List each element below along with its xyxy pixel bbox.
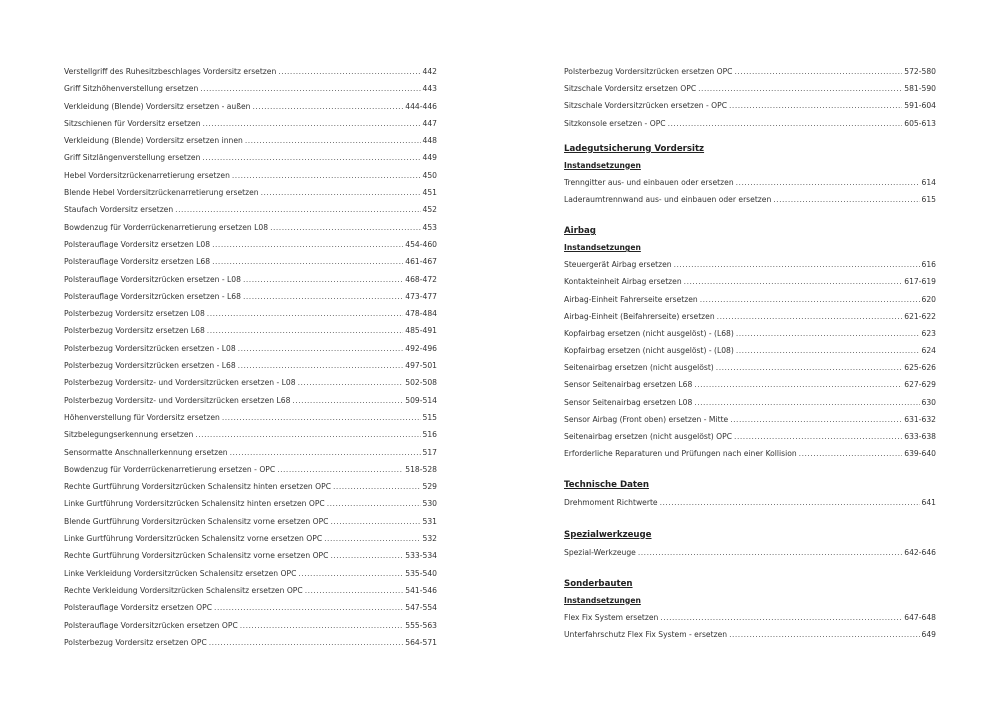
toc-entry-title: Polsterbezug Vordersitzrücken ersetzen - L68 <box>64 361 236 371</box>
toc-right-column <box>564 63 936 643</box>
toc-page-number: 621-622 <box>904 311 936 321</box>
toc-entry-title: Polsterauflage Vordersitz ersetzen OPC <box>64 603 213 613</box>
toc-page-number: 555-563 <box>405 620 437 630</box>
toc-dot-leader <box>200 80 420 97</box>
toc-entry-title: Sitzschienen für Vordersitz ersetzen <box>64 118 201 128</box>
toc-dot-leader <box>333 478 420 495</box>
toc-entry-link[interactable] <box>64 253 437 270</box>
section-subheading: Instandsetzungen <box>564 595 641 605</box>
toc-entry-link[interactable] <box>564 394 936 411</box>
toc-dot-leader <box>717 308 903 325</box>
toc-page-number: 468-472 <box>405 274 437 284</box>
toc-dot-leader <box>212 253 403 270</box>
toc-entry-link[interactable] <box>64 357 437 374</box>
toc-dot-leader <box>202 149 420 166</box>
toc-entry-link[interactable] <box>64 392 437 409</box>
toc-page-number: 572-580 <box>904 67 936 76</box>
toc-entry-link[interactable] <box>64 149 437 166</box>
toc-page-number: 639-640 <box>904 449 936 459</box>
toc-dot-leader <box>175 201 420 218</box>
toc-entry-link[interactable] <box>564 256 936 273</box>
section-airbag <box>564 223 936 462</box>
toc-entry-title: Kopfairbag ersetzen (nicht ausgelöst) - (L08) <box>564 346 734 356</box>
toc-dot-leader <box>668 115 903 132</box>
toc-page-number: 530 <box>422 499 437 509</box>
toc-page-number: 649 <box>921 629 936 639</box>
toc-dot-leader <box>261 184 421 201</box>
toc-page-number: 478-484 <box>405 309 437 319</box>
toc-entry-link[interactable] <box>564 428 936 445</box>
toc-entry-title: Erforderliche Reparaturen und Prüfungen nach einer Kollision <box>564 449 797 459</box>
toc-entry-title: Polsterbezug Vordersitz- und Vordersitzrücken ersetzen L68 <box>64 395 291 405</box>
toc-entry-title: Sitzschale Vordersitzrücken ersetzen - OPC <box>564 101 728 111</box>
toc-page-number: 443 <box>422 84 437 94</box>
toc-dot-leader <box>730 411 902 428</box>
toc-entry-link[interactable] <box>564 97 936 114</box>
toc-entry-title: Bowdenzug für Vorderrückenarretierung ersetzen L08 <box>64 222 269 232</box>
toc-entry-title: Polsterbezug Vordersitzrücken ersetzen OPC <box>564 67 733 76</box>
toc-entry-link[interactable] <box>64 271 437 288</box>
toc-entry-title: Rechte Gurtführung Vordersitzrücken Schalensitz hinten ersetzen OPC <box>64 482 332 492</box>
toc-dot-leader <box>230 444 421 461</box>
toc-entry-link[interactable] <box>64 63 437 80</box>
toc-dot-leader <box>298 374 404 391</box>
toc-entry-title: Verkleidung (Blende) Vordersitz ersetzen innen <box>64 136 243 146</box>
toc-entry-title: Polsterauflage Vordersitzrücken ersetzen OPC <box>64 620 238 630</box>
toc-entry-link[interactable] <box>564 445 936 462</box>
toc-entry-title: Höhenverstellung für Vordersitz ersetzen <box>64 412 220 422</box>
section-heading: Spezialwerkzeuge <box>564 529 652 540</box>
toc-entry-title: Rechte Verkleidung Vordersitzrücken Schalensitz ersetzen OPC <box>64 585 303 595</box>
toc-entry-title: Spezial-Werkzeuge <box>564 547 636 557</box>
toc-entry-link[interactable] <box>64 80 437 97</box>
toc-page-number: 615 <box>921 194 936 204</box>
toc-page-number: 614 <box>921 177 936 187</box>
toc-page-number: 616 <box>921 260 936 270</box>
toc-page-number: 547-554 <box>405 603 437 613</box>
toc-entry-link[interactable] <box>564 115 936 132</box>
toc-dot-leader <box>700 291 920 308</box>
toc-entry-link[interactable] <box>64 340 437 357</box>
toc-page-number: 535-540 <box>405 568 437 578</box>
toc-page-number: 605-613 <box>904 118 936 128</box>
toc-page-number: 461-467 <box>405 257 437 267</box>
toc-entry-title: Sensormatte Anschnallerkennung ersetzen <box>64 447 228 457</box>
toc-entry-title: Kopfairbag ersetzen (nicht ausgelöst) - (L68) <box>564 328 734 338</box>
toc-dot-leader <box>243 271 403 288</box>
toc-dot-leader <box>298 565 403 582</box>
section-ladegutsicherung <box>564 141 936 208</box>
toc-dot-leader <box>232 167 421 184</box>
toc-page-number: 541-546 <box>405 585 437 595</box>
toc-page-number: 617-619 <box>904 277 936 287</box>
toc-entry-link[interactable] <box>564 63 936 80</box>
toc-dot-leader <box>240 617 404 634</box>
toc-entry-title: Polsterbezug Vordersitz ersetzen L08 <box>64 309 205 319</box>
toc-page-number: 581-590 <box>904 84 936 94</box>
toc-page-number: 564-571 <box>405 637 437 647</box>
toc-dot-leader <box>330 513 420 530</box>
toc-entry-link[interactable] <box>64 201 437 218</box>
section-heading: Ladegutsicherung Vordersitz <box>564 143 705 154</box>
toc-page-number: 517 <box>422 447 437 457</box>
toc-entry-link[interactable] <box>564 273 936 290</box>
toc-entry-title: Polsterauflage Vordersitz ersetzen L68 <box>64 257 211 267</box>
toc-dot-leader <box>773 191 919 208</box>
toc-page-number: 642-646 <box>904 547 936 557</box>
toc-dot-leader <box>243 288 403 305</box>
toc-entry-title: Seitenairbag ersetzen (nicht ausgelöst) <box>564 363 714 373</box>
toc-dot-leader <box>214 599 403 616</box>
toc-dot-leader <box>207 305 403 322</box>
toc-entry-title: Hebel Vordersitzrückenarretierung ersetzen <box>64 170 230 180</box>
toc-entry-link[interactable] <box>564 544 936 561</box>
toc-entry-title: Polsterauflage Vordersitz ersetzen L08 <box>64 239 211 249</box>
toc-entry-link[interactable] <box>564 494 936 511</box>
toc-dot-leader <box>684 273 903 290</box>
toc-entry-link[interactable] <box>64 305 437 322</box>
toc-dot-leader <box>799 445 903 462</box>
toc-entry-link[interactable] <box>64 167 437 184</box>
toc-list <box>564 256 936 462</box>
toc-page-number: 450 <box>422 170 437 180</box>
toc-page-number: 515 <box>422 412 437 422</box>
toc-entry-link[interactable] <box>564 80 936 97</box>
toc-entry-link[interactable] <box>64 495 437 512</box>
toc-dot-leader <box>734 63 902 80</box>
toc-entry-title: Airbag-Einheit Fahrerseite ersetzen <box>564 294 698 304</box>
toc-page-number: 532 <box>422 534 437 544</box>
toc-entry-link[interactable] <box>64 530 437 547</box>
toc-entry-title: Airbag-Einheit (Beifahrerseite) ersetzen <box>564 311 715 321</box>
toc-entry-link[interactable] <box>564 191 936 208</box>
toc-entry-link[interactable] <box>564 291 936 308</box>
toc-dot-leader <box>660 609 902 626</box>
toc-entry-link[interactable] <box>564 359 936 376</box>
toc-entry-title: Polsterbezug Vordersitz ersetzen OPC <box>64 637 207 647</box>
toc-entry-link[interactable] <box>564 411 936 428</box>
section-subheading: Instandsetzungen <box>564 160 641 170</box>
toc-entry-title: Laderaumtrennwand aus- und einbauen oder ersetzen <box>564 194 772 204</box>
toc-entry-link[interactable] <box>564 308 936 325</box>
toc-dot-leader <box>638 544 902 561</box>
toc-page-number: 623 <box>921 328 936 338</box>
section-heading: Technische Daten <box>564 480 649 491</box>
toc-entry-title: Polsterbezug Vordersitz ersetzen L68 <box>64 326 205 336</box>
toc-dot-leader <box>277 461 403 478</box>
toc-entry-link[interactable] <box>564 376 936 393</box>
toc-dot-leader <box>327 495 421 512</box>
toc-entry-title: Linke Verkleidung Vordersitzrücken Schalensitz ersetzen OPC <box>64 568 297 578</box>
toc-entry-link[interactable] <box>64 374 437 391</box>
toc-dot-leader <box>212 236 403 253</box>
toc-entry-title: Trenngitter aus- und einbauen oder ersetzen <box>564 177 734 187</box>
toc-dot-leader <box>736 174 920 191</box>
toc-dot-leader <box>674 256 920 273</box>
toc-dot-leader <box>324 530 420 547</box>
toc-entry-title: Verkleidung (Blende) Vordersitz ersetzen - außen <box>64 101 251 111</box>
toc-page-number: 529 <box>422 482 437 492</box>
toc-entry-link[interactable] <box>564 174 936 191</box>
toc-entry-title: Blende Gurtführung Vordersitzrücken Schalensitz vorne ersetzen OPC <box>64 516 329 526</box>
toc-entry-link[interactable] <box>64 288 437 305</box>
toc-entry-link[interactable] <box>64 565 437 582</box>
toc-page-number: 509-514 <box>405 395 437 405</box>
toc-entry-link[interactable] <box>64 426 437 443</box>
toc-page-number: 518-528 <box>405 464 437 474</box>
toc-list <box>564 609 936 643</box>
toc-dot-leader <box>292 392 403 409</box>
toc-page-number: 454-460 <box>405 239 437 249</box>
toc-list-right-top <box>564 63 936 132</box>
toc-entry-link[interactable] <box>564 609 936 626</box>
toc-page-number: 502-508 <box>405 378 437 388</box>
toc-page-number: 624 <box>921 346 936 356</box>
toc-entry-title: Sitzbelegungserkennung ersetzen <box>64 430 194 440</box>
section-heading: Sonderbauten <box>564 578 633 589</box>
toc-entry-link[interactable] <box>64 461 437 478</box>
toc-entry-link[interactable] <box>64 219 437 236</box>
toc-entry-link[interactable] <box>64 132 437 149</box>
toc-entry-link[interactable] <box>64 409 437 426</box>
toc-dot-leader <box>252 98 403 115</box>
toc-list <box>564 544 936 561</box>
toc-entry-link[interactable] <box>64 115 437 132</box>
toc-entry-title: Staufach Vordersitz ersetzen <box>64 205 174 215</box>
toc-entry-title: Blende Hebel Vordersitzrückenarretierung ersetzen <box>64 188 259 198</box>
toc-entry-title: Verstellgriff des Ruhesitzbeschlages Vordersitz ersetzen <box>64 67 277 76</box>
toc-entry-link[interactable] <box>64 617 437 634</box>
toc-dot-leader <box>694 394 919 411</box>
toc-page-number: 631-632 <box>904 414 936 424</box>
toc-dot-leader <box>698 80 902 97</box>
toc-dot-leader <box>729 97 902 114</box>
toc-page-number: 451 <box>422 188 437 198</box>
toc-entry-title: Polsterauflage Vordersitzrücken ersetzen - L68 <box>64 291 241 301</box>
toc-page-number: 516 <box>422 430 437 440</box>
toc-entry-link[interactable] <box>64 599 437 616</box>
toc-page-number: 492-496 <box>405 343 437 353</box>
toc-left-column <box>64 63 437 651</box>
toc-entry-title: Polsterbezug Vordersitz- und Vordersitzrücken ersetzen - L08 <box>64 378 296 388</box>
toc-dot-leader <box>245 132 421 149</box>
toc-dot-leader <box>694 376 902 393</box>
toc-entry-link[interactable] <box>64 478 437 495</box>
toc-entry-title: Linke Gurtführung Vordersitzrücken Schalensitz hinten ersetzen OPC <box>64 499 325 509</box>
toc-entry-title: Drehmoment Richtwerte <box>564 498 658 508</box>
toc-page-number: 591-604 <box>904 101 936 111</box>
toc-dot-leader <box>278 63 420 80</box>
toc-page-number: 497-501 <box>405 361 437 371</box>
toc-page-number: 630 <box>921 397 936 407</box>
toc-entry-title: Sensor Airbag (Front oben) ersetzen - Mitte <box>564 414 729 424</box>
toc-entry-title: Griff Sitzlängenverstellung ersetzen <box>64 153 201 163</box>
toc-dot-leader <box>305 582 404 599</box>
toc-entry-link[interactable] <box>64 236 437 253</box>
toc-page-number: 452 <box>422 205 437 215</box>
toc-entry-title: Sitzschale Vordersitz ersetzen OPC <box>564 84 697 94</box>
toc-entry-link[interactable] <box>64 634 437 651</box>
toc-entry-title: Flex Fix System ersetzen <box>564 612 659 622</box>
section-sonderbauten <box>564 576 936 643</box>
toc-entry-title: Linke Gurtführung Vordersitzrücken Schalensitz vorne ersetzen OPC <box>64 534 323 544</box>
toc-entry-title: Steuergerät Airbag ersetzen <box>564 260 672 270</box>
section-spezialwerkzeuge <box>564 527 936 561</box>
toc-entry-title: Seitenairbag ersetzen (nicht ausgelöst) OPC <box>564 432 733 441</box>
toc-list <box>564 494 936 511</box>
toc-entry-link[interactable] <box>64 184 437 201</box>
toc-page-number: 641 <box>921 498 936 508</box>
section-heading: Airbag <box>564 226 596 237</box>
toc-page-number: 647-648 <box>904 612 936 622</box>
toc-dot-leader <box>209 634 404 651</box>
toc-page-number: 448 <box>422 136 437 146</box>
toc-dot-leader <box>660 494 920 511</box>
toc-entry-title: Sitzkonsole ersetzen - OPC <box>564 118 666 128</box>
toc-dot-leader <box>222 409 421 426</box>
toc-page-number: 485-491 <box>405 326 437 336</box>
toc-dot-leader <box>195 426 420 443</box>
toc-entry-title: Rechte Gurtführung Vordersitzrücken Schalensitz vorne ersetzen OPC <box>64 551 329 561</box>
toc-entry-link[interactable] <box>64 513 437 530</box>
toc-dot-leader <box>330 547 403 564</box>
toc-page-number: 533-534 <box>405 551 437 561</box>
toc-entry-link[interactable] <box>64 444 437 461</box>
toc-entry-link[interactable] <box>564 325 936 342</box>
toc-entry-title: Sensor Seitenairbag ersetzen L08 <box>564 397 693 407</box>
toc-entry-title: Sensor Seitenairbag ersetzen L68 <box>564 380 693 390</box>
toc-dot-leader <box>716 359 902 376</box>
toc-page-number: 442 <box>422 67 437 76</box>
toc-dot-leader <box>734 428 902 445</box>
toc-dot-leader <box>729 626 919 643</box>
toc-page-number: 633-638 <box>904 432 936 441</box>
toc-page-number: 531 <box>422 516 437 526</box>
toc-page-number: 473-477 <box>405 291 437 301</box>
toc-dot-leader <box>270 219 420 236</box>
toc-entry-link[interactable] <box>64 322 437 339</box>
toc-dot-leader <box>238 340 404 357</box>
toc-entry-link[interactable] <box>564 342 936 359</box>
toc-entry-title: Griff Sitzhöhenverstellung ersetzen <box>64 84 199 94</box>
toc-list <box>564 174 936 208</box>
toc-page-number: 453 <box>422 222 437 232</box>
toc-page-number: 625-626 <box>904 363 936 373</box>
toc-entry-title: Kontakteinheit Airbag ersetzen <box>564 277 682 287</box>
toc-dot-leader <box>207 322 403 339</box>
toc-page-number: 444-446 <box>405 101 437 111</box>
toc-entry-title: Unterfahrschutz Flex Fix System - ersetzen <box>564 629 728 639</box>
toc-entry-title: Bowdenzug für Vorderrückenarretierung ersetzen - OPC <box>64 464 276 474</box>
toc-page-number: 627-629 <box>904 380 936 390</box>
toc-dot-leader <box>238 357 404 374</box>
toc-dot-leader <box>203 115 421 132</box>
toc-entry-link[interactable] <box>64 547 437 564</box>
section-subheading: Instandsetzungen <box>564 243 641 253</box>
toc-page-number: 447 <box>422 118 437 128</box>
toc-dot-leader <box>736 325 920 342</box>
toc-entry-link[interactable] <box>64 98 437 115</box>
toc-entry-title: Polsterbezug Vordersitzrücken ersetzen - L08 <box>64 343 236 353</box>
toc-page-number: 449 <box>422 153 437 163</box>
toc-dot-leader <box>736 342 920 359</box>
toc-page-number: 620 <box>921 294 936 304</box>
section-technische-daten <box>564 477 936 511</box>
toc-entry-link[interactable] <box>564 626 936 643</box>
toc-entry-link[interactable] <box>64 582 437 599</box>
toc-entry-title: Polsterauflage Vordersitzrücken ersetzen - L08 <box>64 274 241 284</box>
